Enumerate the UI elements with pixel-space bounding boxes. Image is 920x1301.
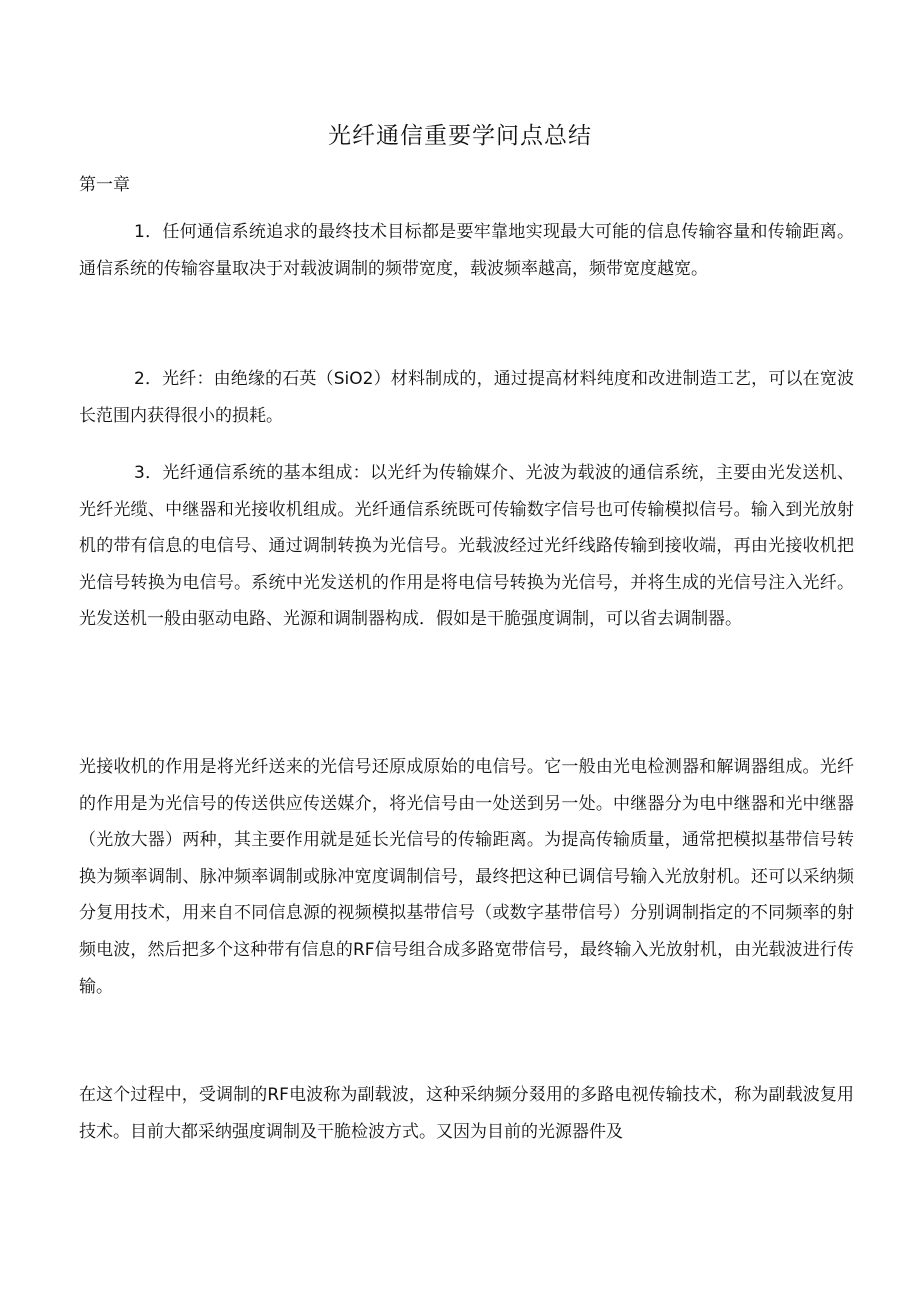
paragraph-2: 2．光纤：由绝缘的石英（SiO2）材料制成的，通过提高材料纯度和改进制造工艺，可以在宽波长范围内获得很小的损耗。 bbox=[79, 369, 854, 426]
paragraph-1: 1．任何通信系统追求的最终技术目标都是要牢靠地实现最大可能的信息传输容量和传输距离。通信系统的传输容量取决于对载波调制的频带宽度，载波频率越高，频带宽度越宽。 bbox=[79, 222, 854, 279]
document-title: 光纤通信重要学问点总结 bbox=[328, 123, 592, 149]
chapter-heading: 第一章 bbox=[79, 175, 130, 195]
paragraph-5: 在这个过程中，受调制的RF电波称为副载波，这种采纳频分叕用的多路电视传输技术，称为副载波复用技术。目前大都采纳强度调制及干脆检波方式。又因为目前的光源器件及 bbox=[79, 1085, 854, 1142]
paragraph-4: 光接收机的作用是将光纤送来的光信号还原成原始的电信号。它一般由光电检测器和解调器组成。光纤的作用是为光信号的传送供应传送媒介，将光信号由一处送到另一处。中继器分为电中继器和光中继器（光放大器）两种，其主要作用就是延长光信号的传输距离。为提高传输质量，通常把模拟基带信号转换为频率调制、脉冲频率调制或脉冲宽度调制信号，最终把这种已调信号输入光放射机。还可以采纳频分复用技术，用来自不同信息源的视频模拟基带信号（或数字基带信号）分别调制指定的不同频率的射频电波，然后把多个这种带有信息的RF信号组合成多路宽带信号，最终输入光放射机，由光载波进行传输。 bbox=[79, 757, 854, 997]
paragraph-3: 3．光纤通信系统的基本组成：以光纤为传输媒介、光波为载波的通信系统，主要由光发送机、光纤光缆、中继器和光接收机组成。光纤通信系统既可传输数字信号也可传输模拟信号。输入到光放射机的带有信息的电信号、通过调制转换为光信号。光载波经过光纤线路传输到接收端，再由光接收机把光信号转换为电信号。系统中光发送机的作用是将电信号转换为光信号，并将生成的光信号注入光纤。光发送机一般由驱动电路、光源和调制器构成．假如是干脆强度调制，可以省去调制器。 bbox=[79, 463, 854, 630]
